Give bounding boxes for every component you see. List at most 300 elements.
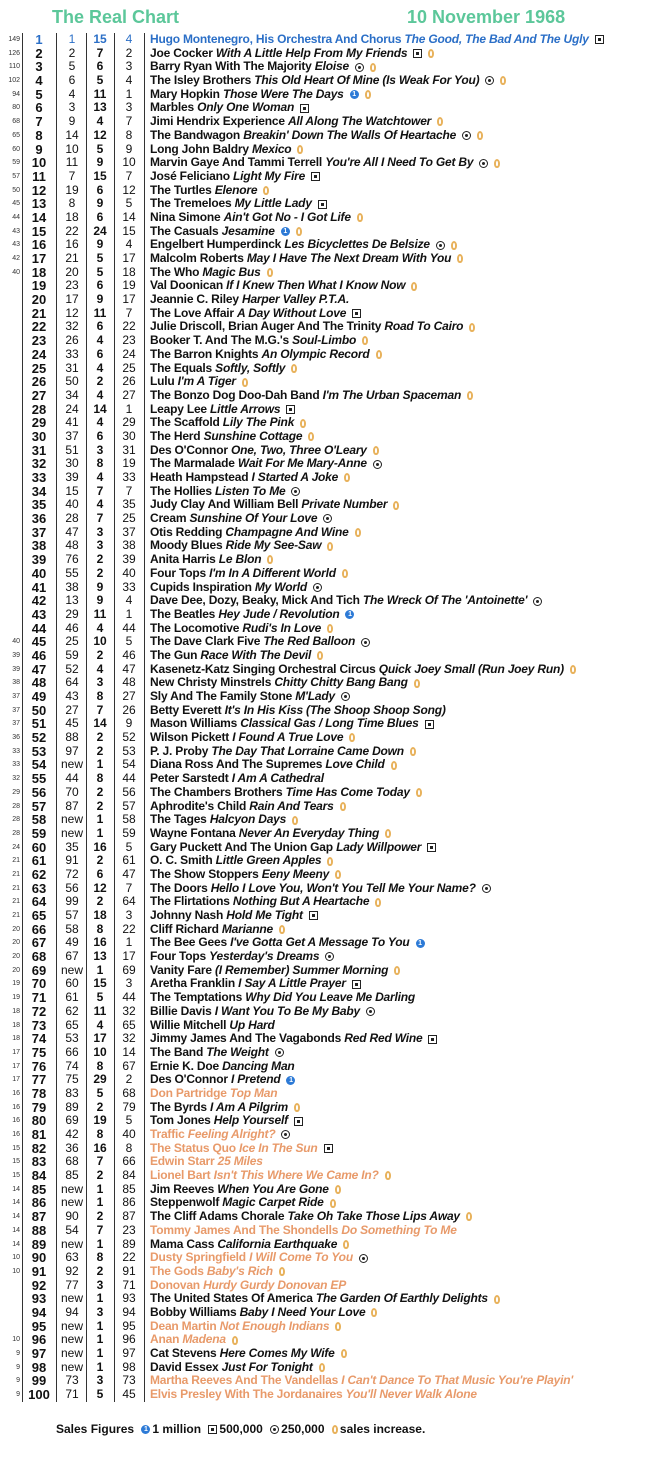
artist-name: The Beatles <box>150 606 216 621</box>
peak-position: 2 <box>125 45 133 60</box>
table-row <box>0 211 666 225</box>
artist-name: Cat Stevens <box>150 1346 217 1360</box>
song-title: Never An Everyday Thing <box>238 825 380 840</box>
song-title: Elenore <box>214 182 258 197</box>
sales-increase-icon <box>362 336 368 345</box>
song-title: I Can't Dance To That Music You're Playin' <box>341 1373 573 1388</box>
peak-position: 7 <box>125 880 133 895</box>
peak-position: 17 <box>122 292 136 307</box>
peak-position: 3 <box>125 100 133 115</box>
artist-name: Barry Ryan With The Majority <box>150 59 312 74</box>
last-week: 36 <box>65 1140 79 1155</box>
last-week: 19 <box>65 182 79 197</box>
entry <box>150 813 298 827</box>
table-row <box>0 403 666 417</box>
artist-name: Peter Sarstedt <box>150 771 229 786</box>
position: 7 <box>35 114 43 130</box>
weeks-at-prev: 21 <box>12 912 20 919</box>
table-row <box>0 868 666 882</box>
position: 84 <box>31 1168 47 1184</box>
weeks-on-chart: 4 <box>96 387 104 402</box>
peak-position: 44 <box>122 620 136 635</box>
artist-name: Kasenetz-Katz Singing Orchestral Circus <box>150 661 376 676</box>
weeks-at-prev: 33 <box>12 761 20 769</box>
weeks-on-chart: 10 <box>93 1044 107 1059</box>
artist-name: The Show Stoppers <box>150 866 259 881</box>
weeks-on-chart: 5 <box>96 251 104 265</box>
table-row <box>0 704 666 718</box>
table-row <box>0 676 666 690</box>
table-row <box>0 1265 666 1279</box>
sales-increase-icon <box>327 857 333 866</box>
peak-position: 61 <box>122 853 136 868</box>
artist-name: Elvis Presley With The Jordanaires <box>150 1387 343 1402</box>
weeks-on-chart: 8 <box>96 921 104 936</box>
500k-icon <box>286 405 295 414</box>
last-week: 69 <box>65 1113 79 1128</box>
table-row <box>0 1374 666 1388</box>
entry <box>150 498 399 512</box>
sales-increase-icon <box>410 747 416 756</box>
entry <box>150 1183 341 1197</box>
last-week: 61 <box>65 990 79 1005</box>
peak-position: 47 <box>122 661 136 676</box>
weeks-on-chart: 2 <box>96 798 104 813</box>
table-row <box>0 1251 666 1265</box>
last-week: 49 <box>65 935 79 950</box>
weeks-at-prev: 28 <box>12 829 20 837</box>
weeks-at-prev: 18 <box>12 1035 20 1043</box>
weeks-at-prev: 44 <box>12 213 20 221</box>
entry <box>150 403 295 417</box>
position: 3 <box>35 59 43 75</box>
artist-name: Betty Everett <box>150 702 222 717</box>
song-title: My Little Lady <box>234 196 312 211</box>
artist-name: Edwin Starr <box>150 1154 215 1169</box>
weeks-on-chart: 3 <box>96 524 104 539</box>
250k-icon <box>462 131 471 140</box>
weeks-on-chart: 19 <box>93 1113 107 1128</box>
peak-position: 14 <box>122 209 136 224</box>
entry <box>150 882 491 896</box>
position: 80 <box>31 1113 47 1129</box>
weeks-on-chart: 11 <box>93 305 107 320</box>
last-week: 31 <box>65 360 79 375</box>
artist-name: Mary Hopkin <box>150 86 220 101</box>
last-week: 51 <box>65 442 79 457</box>
entry <box>150 758 397 772</box>
entry <box>150 936 425 950</box>
sales-increase-icon <box>375 898 381 907</box>
weeks-at-prev: 36 <box>12 734 20 742</box>
artist-name: The Gods <box>150 1263 204 1278</box>
weeks-at-prev: 18 <box>12 1007 20 1015</box>
song-title: Little Arrows <box>210 401 281 416</box>
weeks-on-chart: 5 <box>96 73 104 88</box>
artist-name: José Feliciano <box>150 168 230 183</box>
weeks-on-chart: 16 <box>93 839 107 854</box>
peak-position: 68 <box>122 1085 136 1100</box>
song-title: Just For Tonight <box>221 1359 313 1374</box>
song-title: Here Comes My Wife <box>219 1346 335 1360</box>
table-row <box>0 1347 666 1361</box>
peak-position: 58 <box>122 812 136 827</box>
table-row <box>0 526 666 540</box>
table-row <box>0 1005 666 1019</box>
weeks-on-chart: 5 <box>96 990 104 1005</box>
entry <box>150 923 285 937</box>
weeks-on-chart: 16 <box>93 1140 107 1155</box>
entry <box>150 1128 290 1142</box>
sales-increase-icon <box>457 254 463 263</box>
peak-position: 71 <box>122 1277 136 1292</box>
artist-name: The Gun <box>150 647 198 662</box>
entry <box>150 964 400 978</box>
weeks-on-chart: 6 <box>96 59 104 74</box>
artist-name: Hugo Montenegro, His Orchestra And Chorus <box>150 32 402 46</box>
entry <box>150 1169 391 1183</box>
artist-name: The Scaffold <box>150 415 220 430</box>
last-week: 17 <box>65 292 79 307</box>
last-week: new <box>60 1291 83 1306</box>
weeks-at-prev: 18 <box>12 1021 20 1029</box>
last-week: 62 <box>65 1003 79 1018</box>
weeks-at-prev: 102 <box>8 77 20 85</box>
entry <box>150 47 434 61</box>
position: 100 <box>28 1387 50 1403</box>
500k-icon <box>427 843 436 852</box>
position: 8 <box>35 127 43 143</box>
entry <box>150 1073 295 1087</box>
artist-name: O. C. Smith <box>150 853 213 868</box>
position: 37 <box>31 524 47 540</box>
weeks-at-prev: 149 <box>8 36 20 43</box>
table-row <box>0 88 666 102</box>
entry <box>150 88 371 102</box>
sales-increase-icon <box>394 966 400 975</box>
250k-icon <box>436 241 445 250</box>
entry <box>150 854 333 868</box>
last-week: new <box>60 1318 83 1333</box>
last-week: 14 <box>65 127 79 142</box>
sales-increase-icon <box>416 788 422 797</box>
weeks-on-chart: 3 <box>96 442 104 457</box>
song-title: Road To Cairo <box>384 319 464 334</box>
250k-icon <box>373 460 382 469</box>
position: 97 <box>31 1346 47 1361</box>
peak-position: 8 <box>125 1140 133 1155</box>
last-week: 18 <box>65 209 79 224</box>
last-week: 94 <box>65 1304 79 1319</box>
weeks-on-chart: 4 <box>96 415 104 430</box>
500k-icon <box>324 1144 333 1153</box>
weeks-on-chart: 1 <box>96 1359 104 1374</box>
last-week: 37 <box>65 428 79 443</box>
peak-position: 73 <box>122 1373 136 1388</box>
weeks-at-prev: 50 <box>12 186 20 194</box>
song-title: Light My Fire <box>233 168 306 183</box>
position: 12 <box>31 182 47 198</box>
250k-icon <box>325 952 334 961</box>
weeks-at-prev: 37 <box>12 706 20 714</box>
song-title: I Say A Little Prayer <box>238 976 346 991</box>
entry <box>150 1142 333 1156</box>
artist-name: The Dave Clark Five <box>150 634 261 649</box>
weeks-at-prev: 15 <box>12 1158 20 1166</box>
artist-name: Johnny Nash <box>150 908 224 922</box>
peak-position: 1 <box>125 401 133 416</box>
last-week: 55 <box>65 565 79 580</box>
sales-increase-icon <box>467 391 473 400</box>
position: 6 <box>35 100 43 116</box>
sales-increase-icon <box>373 446 379 455</box>
artist-name: Judy Clay And William Bell <box>150 497 299 512</box>
entry <box>150 991 415 1005</box>
peak-position: 19 <box>122 456 136 471</box>
position: 43 <box>31 606 47 622</box>
position: 91 <box>31 1263 47 1279</box>
weeks-on-chart: 11 <box>93 1003 107 1018</box>
sales-increase-icon <box>267 555 273 564</box>
sales-increase-icon <box>411 282 417 291</box>
song-title: Harper Valley P.T.A. <box>241 292 350 307</box>
500k-icon <box>413 49 422 58</box>
entry <box>150 1060 295 1074</box>
weeks-on-chart: 8 <box>96 1127 104 1141</box>
250k-icon <box>355 63 364 72</box>
entry <box>150 1251 368 1265</box>
weeks-on-chart: 5 <box>96 141 104 156</box>
artist-name: Tom Jones <box>150 1113 211 1128</box>
sales-increase-icon <box>414 679 420 688</box>
entry <box>150 1320 341 1334</box>
table-row <box>0 512 666 526</box>
song-title: The Weight <box>206 1044 269 1059</box>
table-row <box>0 772 666 786</box>
weeks-on-chart: 3 <box>96 1373 104 1388</box>
table-row <box>0 1019 666 1033</box>
artist-name: The Love Affair <box>150 305 234 320</box>
song-title: I'm The Urban Spaceman <box>322 387 462 402</box>
weeks-on-chart: 9 <box>96 292 104 307</box>
peak-position: 7 <box>125 305 133 320</box>
entry <box>150 690 350 704</box>
song-title: Time Has Come Today <box>285 784 410 799</box>
sales-increase-icon <box>327 624 333 633</box>
peak-position: 12 <box>122 182 136 197</box>
table-row <box>0 800 666 814</box>
song-title: The Red Balloon <box>263 634 356 649</box>
weeks-at-prev: 10 <box>12 1267 20 1275</box>
table-row <box>0 813 666 827</box>
entry <box>150 33 604 47</box>
song-title: M'Lady <box>295 689 335 703</box>
position: 81 <box>31 1127 47 1142</box>
peak-position: 86 <box>122 1195 136 1210</box>
weeks-on-chart: 1 <box>96 1332 104 1347</box>
entry <box>150 841 436 855</box>
artist-name: Jim Reeves <box>150 1181 215 1196</box>
weeks-on-chart: 5 <box>96 264 104 279</box>
artist-name: Marvin Gaye And Tammi Terrell <box>150 155 323 170</box>
sales-increase-icon <box>469 323 475 332</box>
weeks-on-chart: 24 <box>93 223 107 238</box>
entry <box>150 1210 472 1224</box>
song-title: Hey Jude / Revolution <box>218 606 340 621</box>
250k-icon <box>341 692 350 701</box>
position: 67 <box>31 935 47 951</box>
weeks-on-chart: 4 <box>96 333 104 348</box>
500k-icon <box>352 309 361 318</box>
last-week: 38 <box>65 579 79 594</box>
last-week: new <box>60 1346 83 1360</box>
sales-increase-icon <box>500 76 506 85</box>
peak-position: 53 <box>122 743 136 758</box>
weeks-on-chart: 4 <box>96 497 104 512</box>
last-week: 58 <box>65 921 79 936</box>
peak-position: 84 <box>122 1168 136 1183</box>
table-row <box>0 47 666 61</box>
weeks-at-prev: 39 <box>12 665 20 673</box>
peak-position: 31 <box>122 442 136 457</box>
song-title: An Olympic Record <box>261 346 370 361</box>
artist-name: Martha Reeves And The Vandellas <box>150 1373 339 1388</box>
entry <box>150 129 483 143</box>
position: 62 <box>31 866 47 882</box>
song-title: One, Two, Three O'Leary <box>230 442 367 457</box>
peak-position: 44 <box>122 771 136 786</box>
table-row <box>0 1333 666 1347</box>
song-title: Le Blon <box>218 552 262 567</box>
entry <box>150 334 368 348</box>
position: 51 <box>31 716 47 732</box>
artist-name: The Cliff Adams Chorale <box>150 1209 285 1224</box>
peak-position: 59 <box>122 825 136 840</box>
artist-name: Tommy James And The Shondells <box>150 1222 339 1237</box>
250k-icon <box>313 583 322 592</box>
weeks-at-prev: 80 <box>12 104 20 112</box>
sales-increase-icon <box>370 63 376 72</box>
song-title: (I Remember) Summer Morning <box>214 962 389 977</box>
song-title: Baby I Need Your Love <box>239 1304 366 1319</box>
song-title: Not Enough Indians <box>219 1318 330 1333</box>
song-title: Rain And Tears <box>249 798 334 813</box>
table-row <box>0 1169 666 1183</box>
million-icon: 1 <box>350 90 359 99</box>
song-title: The Wreck Of The 'Antoinette' <box>362 593 528 608</box>
250k-icon <box>479 159 488 168</box>
weeks-at-prev: 33 <box>12 747 20 755</box>
table-row <box>0 991 666 1005</box>
peak-position: 23 <box>122 333 136 348</box>
peak-position: 22 <box>122 921 136 936</box>
last-week: 56 <box>65 880 79 895</box>
position: 48 <box>31 675 47 691</box>
song-title: Classical Gas / Long Time Blues <box>240 716 419 731</box>
500k-icon <box>428 1035 437 1044</box>
position: 22 <box>31 319 47 335</box>
table-row <box>0 375 666 389</box>
entry <box>150 717 434 731</box>
sales-increase-icon <box>319 1363 325 1372</box>
position: 88 <box>31 1222 47 1238</box>
table-row <box>0 717 666 731</box>
last-week: 35 <box>65 839 79 854</box>
song-title: Those Were The Days <box>222 86 344 101</box>
last-week: 30 <box>65 456 79 471</box>
weeks-on-chart: 3 <box>96 1277 104 1292</box>
table-row <box>0 909 666 923</box>
position: 41 <box>31 579 47 595</box>
position: 49 <box>31 689 47 704</box>
position: 68 <box>31 949 47 965</box>
weeks-on-chart: 29 <box>93 1072 107 1087</box>
table-row <box>0 197 666 211</box>
position: 44 <box>31 620 47 636</box>
peak-position: 25 <box>122 511 136 526</box>
artist-name: Cupids Inspiration <box>150 579 252 594</box>
song-title: Hello I Love You, Won't You Tell Me Your Name? <box>210 880 476 895</box>
table-row <box>0 1292 666 1306</box>
weeks-at-prev: 40 <box>12 638 20 646</box>
last-week: 41 <box>65 415 79 430</box>
entry <box>150 1196 336 1210</box>
last-week: new <box>60 1181 83 1196</box>
table-row <box>0 334 666 348</box>
artist-name: Sly And The Family Stone <box>150 689 293 703</box>
song-title: Breakin' Down The Walls Of Heartache <box>243 127 457 142</box>
entry <box>150 1292 500 1306</box>
table-row <box>0 936 666 950</box>
table-row <box>0 184 666 198</box>
table-row <box>0 1224 666 1238</box>
position: 74 <box>31 1031 47 1047</box>
table-row <box>0 663 666 677</box>
artist-name: Val Doonican <box>150 278 223 293</box>
position: 73 <box>31 1017 47 1033</box>
song-title: The Garden Of Earthly Delights <box>315 1291 488 1306</box>
weeks-at-prev: 17 <box>12 1048 20 1056</box>
position: 82 <box>31 1140 47 1156</box>
last-week: 68 <box>65 1154 79 1169</box>
weeks-at-prev: 29 <box>12 788 20 796</box>
sales-increase-icon <box>279 925 285 934</box>
million-icon: 1 <box>345 610 354 619</box>
250k-icon <box>281 1130 290 1139</box>
position: 66 <box>31 921 47 937</box>
song-title: I'm In A Different World <box>209 565 336 580</box>
million-icon: 1 <box>416 939 425 948</box>
million-icon: 1 <box>286 1076 295 1085</box>
weeks-on-chart: 2 <box>96 565 104 580</box>
weeks-at-prev: 9 <box>16 1391 20 1399</box>
song-title: Ain't Got No - I Got Life <box>223 209 351 224</box>
table-row <box>0 279 666 293</box>
table-row <box>0 690 666 704</box>
peak-position: 93 <box>122 1291 136 1306</box>
table-row <box>0 170 666 184</box>
million-icon: 1 <box>281 227 290 236</box>
peak-position: 24 <box>122 346 136 361</box>
peak-position: 3 <box>125 59 133 74</box>
position: 4 <box>35 73 43 89</box>
entry <box>150 362 297 376</box>
position: 75 <box>31 1044 47 1060</box>
million-icon: 1 <box>141 1425 150 1434</box>
weeks-at-prev: 20 <box>12 966 20 974</box>
entry <box>150 238 457 252</box>
weeks-on-chart: 1 <box>96 1291 104 1306</box>
